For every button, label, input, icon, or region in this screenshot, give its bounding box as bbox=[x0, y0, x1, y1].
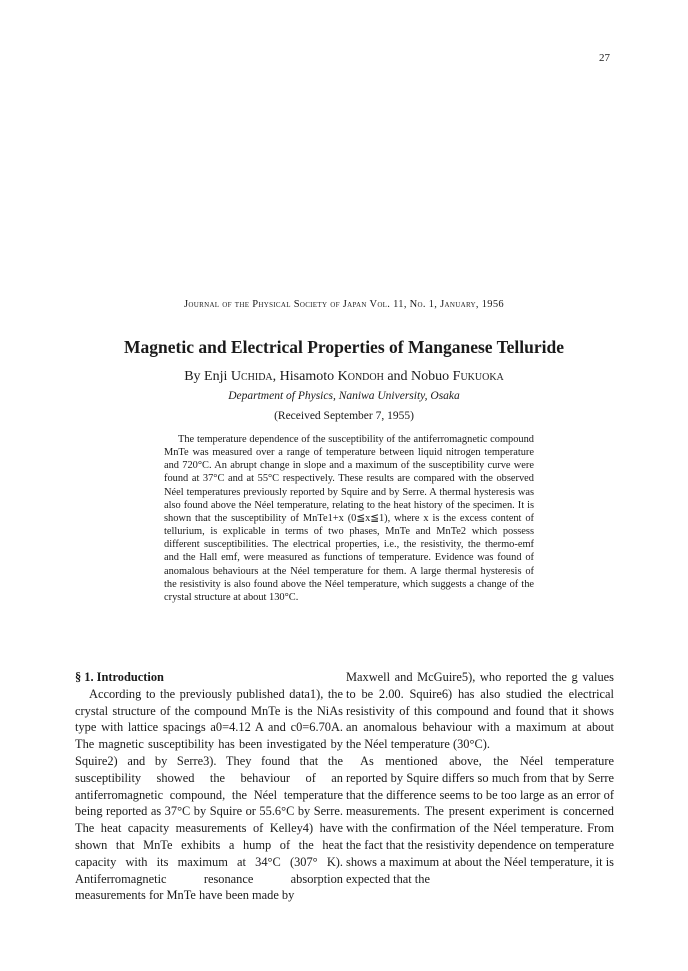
abstract bbox=[164, 433, 534, 604]
journal-citation: Journal of the Physical Society of Japan Vol. 11, No. 1, January, 1956 bbox=[184, 299, 504, 310]
right-column bbox=[346, 669, 614, 887]
author-by: By Enji bbox=[184, 369, 228, 384]
introduction-continued-paragraph: Maxwell and McGuire5), who reported the g values to be 2.00. Squire6) has also studied the electrical resistivity of this compound and found that it shows an anomalous behaviour with a maximum at about the Néel temperature (30°C). bbox=[346, 670, 614, 752]
abstract-text: The temperature dependence of the susceptibility of the antiferromagnetic compound MnTe was measured over a range of temperature between liquid nitrogen temperature and 720°C. An abrupt change in slope and a maximum of the susceptibility curve were found at 37°C and at 55°C respectively. These results are compared with the observed Néel temperatures previously reported by Squire and by Serre. A thermal hysteresis was also found above the Néel temperature, relating to the heat history of the specimen. It is shown that the susceptibility of MnTe1+x (0≦x≦1), where x is the excess content of tellurium, is explicable in terms of two phases, MnTe and MnTe2 which possess different susceptibilities. The electrical properties, i.e., the resistivity, the thermo-emf and the Hall emf, were measured as functions of temperature. Evidence was found of anomalous behaviours at the Néel temperature for them. A large thermal hysteresis of the resistivity is also found above the Néel temperature, which suggests a change of the crystal structure at about 130°C. bbox=[164, 434, 534, 603]
received-date: (Received September 7, 1955) bbox=[274, 410, 414, 422]
left-column bbox=[75, 669, 343, 904]
affiliation: Department of Physics, Naniwa University, Osaka bbox=[228, 390, 460, 402]
page-number: 27 bbox=[599, 52, 610, 64]
author-line bbox=[0, 369, 688, 385]
author-surname-uchida: Uchida bbox=[230, 369, 273, 384]
introduction-paragraph-2: As mentioned above, the Néel temperature reported by Squire differs so much from that by Serre that the difference seems to be too large as an error of measurements. The present experiment is concerned with the confirmation of the Néel temperature. From the fact that the resistivity dependence on temperature shows a maximum at about the Néel temperature, it is expected that the bbox=[346, 753, 615, 886]
introduction-paragraph: According to the previously published data1), the crystal structure of the compound MnTe is the NiAs type with lattice spacings a0=4.12 A and c0=6.70A. The magnetic susceptibility has been investigated by Squire2) and by Serre3). They found that the susceptibility showed the behaviour of an antiferromagnetic compound, the Néel temperature being reported as 37°C by Squire or 55.6°C by Serre. The heat capacity measurements of Kelley4) have shown that MnTe exhibits a hump of the heat capacity with its maximum at 34°C (307° K). Antiferromagnetic resonance absorption measurements for MnTe have been made by bbox=[75, 686, 343, 903]
section-heading-introduction: § 1. Introduction bbox=[75, 670, 164, 684]
author-surname-kondoh: Kondoh bbox=[337, 369, 384, 384]
author-separator: , Hisamoto bbox=[272, 369, 335, 384]
author-surname-fukuoka: Fukuoka bbox=[452, 369, 504, 384]
paper-title: Magnetic and Electrical Properties of Manganese Telluride bbox=[123, 337, 565, 357]
author-separator: and Nobuo bbox=[383, 369, 450, 384]
